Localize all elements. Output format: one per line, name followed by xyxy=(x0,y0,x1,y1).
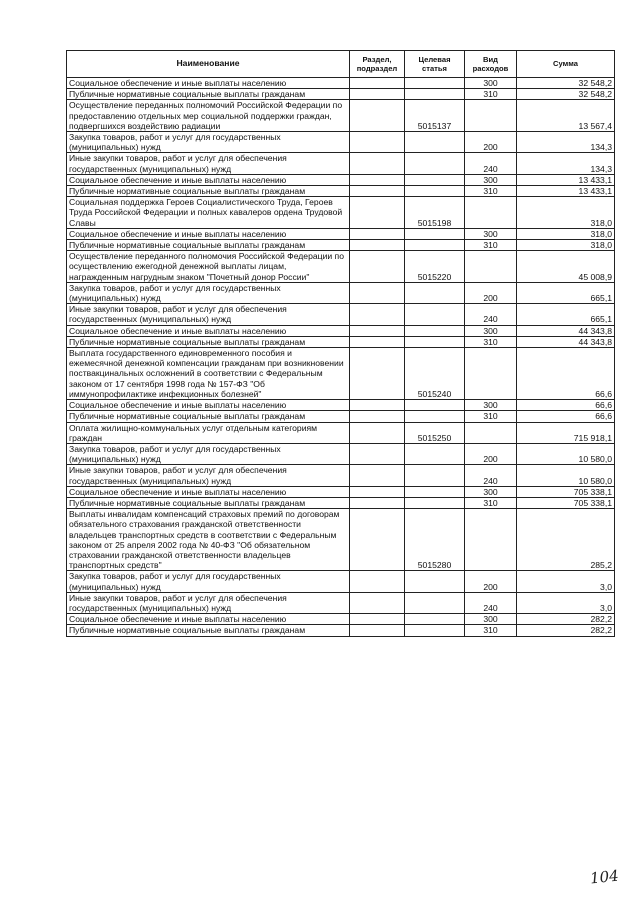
cell-section xyxy=(350,509,405,571)
cell-name: Социальное обеспечение и иные выплаты населению xyxy=(67,78,350,89)
table-row xyxy=(67,592,615,613)
cell-expense: 240 xyxy=(465,592,517,613)
cell-sum: 3,0 xyxy=(517,571,615,592)
header-sum: Сумма xyxy=(517,51,615,78)
cell-target xyxy=(405,400,465,411)
cell-section xyxy=(350,78,405,89)
header-section: Раздел, подраздел xyxy=(350,51,405,78)
cell-name: Публичные нормативные социальные выплаты гражданам xyxy=(67,411,350,422)
cell-section xyxy=(350,422,405,443)
cell-section xyxy=(350,571,405,592)
cell-expense: 300 xyxy=(465,400,517,411)
table-body xyxy=(67,78,615,637)
cell-section xyxy=(350,325,405,336)
cell-target: 5015137 xyxy=(405,100,465,132)
cell-section xyxy=(350,304,405,325)
cell-name: Публичные нормативные социальные выплаты гражданам xyxy=(67,336,350,347)
cell-target: 5015240 xyxy=(405,348,465,400)
table-row xyxy=(67,614,615,625)
cell-name: Выплаты инвалидам компенсаций страховых премий по договорам обязательного страхования гражданской ответственности владельцев транспортных средств в соответствии с Федеральным законом от 25 апреля 2002 года № 40-ФЗ "Об обязательном страховании гражданской ответственности владельцев транспортных средств" xyxy=(67,509,350,571)
cell-name: Осуществление переданного полномочия Российской Федерации по осуществлению ежегодной денежной выплаты лицам, награжденным нагрудным знаком "Почетный донор России" xyxy=(67,251,350,283)
cell-expense xyxy=(465,197,517,229)
cell-section xyxy=(350,228,405,239)
cell-target xyxy=(405,174,465,185)
cell-sum: 715 918,1 xyxy=(517,422,615,443)
cell-target xyxy=(405,336,465,347)
cell-name: Выплата государственного единовременного пособия и ежемесячной денежной компенсации гражданам при возникновении поствакцинальных осложнений в соответствии с Федеральным законом от 17 сентября 1998 года № 157-ФЗ "Об иммунопрофилактике инфекционных болезней" xyxy=(67,348,350,400)
cell-expense: 300 xyxy=(465,486,517,497)
cell-sum: 13 433,1 xyxy=(517,174,615,185)
cell-name: Публичные нормативные социальные выплаты гражданам xyxy=(67,625,350,636)
cell-section xyxy=(350,592,405,613)
cell-sum: 32 548,2 xyxy=(517,89,615,100)
cell-name: Социальное обеспечение и иные выплаты населению xyxy=(67,174,350,185)
table-row xyxy=(67,571,615,592)
table-row xyxy=(67,186,615,197)
cell-target xyxy=(405,465,465,486)
cell-section xyxy=(350,251,405,283)
cell-expense: 310 xyxy=(465,336,517,347)
cell-target xyxy=(405,614,465,625)
cell-name: Закупка товаров, работ и услуг для государственных (муниципальных) нужд xyxy=(67,282,350,303)
cell-target xyxy=(405,592,465,613)
table-row xyxy=(67,78,615,89)
cell-expense: 200 xyxy=(465,443,517,464)
cell-target xyxy=(405,228,465,239)
cell-name: Социальное обеспечение и иные выплаты населению xyxy=(67,614,350,625)
cell-name: Закупка товаров, работ и услуг для государственных (муниципальных) нужд xyxy=(67,443,350,464)
table-row xyxy=(67,100,615,132)
cell-target xyxy=(405,325,465,336)
cell-expense: 300 xyxy=(465,78,517,89)
cell-expense: 300 xyxy=(465,614,517,625)
cell-target xyxy=(405,240,465,251)
table-row xyxy=(67,348,615,400)
cell-expense: 310 xyxy=(465,186,517,197)
cell-sum: 3,0 xyxy=(517,592,615,613)
cell-target xyxy=(405,282,465,303)
cell-expense: 310 xyxy=(465,497,517,508)
cell-target: 5015198 xyxy=(405,197,465,229)
cell-target: 5015220 xyxy=(405,251,465,283)
cell-target xyxy=(405,486,465,497)
cell-name: Осуществление переданных полномочий Российской Федерации по предоставлению отдельных мер социальной поддержки граждан, подвергшихся воздействию радиации xyxy=(67,100,350,132)
cell-section xyxy=(350,89,405,100)
cell-section xyxy=(350,282,405,303)
cell-sum: 66,6 xyxy=(517,348,615,400)
cell-sum: 318,0 xyxy=(517,197,615,229)
table-row xyxy=(67,400,615,411)
cell-sum: 705 338,1 xyxy=(517,486,615,497)
cell-sum: 282,2 xyxy=(517,614,615,625)
cell-expense: 310 xyxy=(465,240,517,251)
cell-name: Социальное обеспечение и иные выплаты населению xyxy=(67,325,350,336)
cell-sum: 665,1 xyxy=(517,282,615,303)
cell-section xyxy=(350,400,405,411)
cell-name: Публичные нормативные социальные выплаты гражданам xyxy=(67,497,350,508)
cell-name: Иные закупки товаров, работ и услуг для обеспечения государственных (муниципальных) нужд xyxy=(67,592,350,613)
cell-name: Оплата жилищно-коммунальных услуг отдельным категориям граждан xyxy=(67,422,350,443)
cell-name: Публичные нормативные социальные выплаты гражданам xyxy=(67,89,350,100)
cell-name: Иные закупки товаров, работ и услуг для обеспечения государственных (муниципальных) нужд xyxy=(67,465,350,486)
cell-sum: 318,0 xyxy=(517,240,615,251)
cell-sum: 134,3 xyxy=(517,132,615,153)
cell-name: Иные закупки товаров, работ и услуг для обеспечения государственных (муниципальных) нужд xyxy=(67,304,350,325)
cell-expense: 300 xyxy=(465,174,517,185)
cell-name: Публичные нормативные социальные выплаты гражданам xyxy=(67,240,350,251)
cell-sum: 45 008,9 xyxy=(517,251,615,283)
header-name: Наименование xyxy=(67,51,350,78)
cell-expense: 310 xyxy=(465,411,517,422)
table-row xyxy=(67,411,615,422)
table-header-row xyxy=(67,51,615,78)
cell-sum: 66,6 xyxy=(517,400,615,411)
cell-section xyxy=(350,465,405,486)
cell-target xyxy=(405,497,465,508)
budget-table xyxy=(66,50,615,637)
table-row xyxy=(67,625,615,636)
table-row xyxy=(67,89,615,100)
table-row xyxy=(67,132,615,153)
cell-expense: 300 xyxy=(465,228,517,239)
cell-sum: 705 338,1 xyxy=(517,497,615,508)
cell-section xyxy=(350,443,405,464)
cell-sum: 10 580,0 xyxy=(517,443,615,464)
cell-expense: 300 xyxy=(465,325,517,336)
table-row xyxy=(67,251,615,283)
cell-target xyxy=(405,153,465,174)
cell-section xyxy=(350,614,405,625)
cell-sum: 10 580,0 xyxy=(517,465,615,486)
table-row xyxy=(67,443,615,464)
table-row xyxy=(67,153,615,174)
cell-name: Социальная поддержка Героев Социалистического Труда, Героев Труда Российской Федерации и полных кавалеров ордена Трудовой Славы xyxy=(67,197,350,229)
cell-section xyxy=(350,186,405,197)
cell-target xyxy=(405,186,465,197)
table-row xyxy=(67,486,615,497)
cell-section xyxy=(350,497,405,508)
cell-target xyxy=(405,625,465,636)
cell-section xyxy=(350,100,405,132)
cell-expense xyxy=(465,422,517,443)
cell-section xyxy=(350,486,405,497)
table-row xyxy=(67,197,615,229)
cell-expense: 310 xyxy=(465,625,517,636)
table-row xyxy=(67,174,615,185)
cell-expense xyxy=(465,251,517,283)
cell-sum: 44 343,8 xyxy=(517,325,615,336)
cell-sum: 282,2 xyxy=(517,625,615,636)
cell-expense: 240 xyxy=(465,153,517,174)
cell-name: Публичные нормативные социальные выплаты гражданам xyxy=(67,186,350,197)
cell-section xyxy=(350,411,405,422)
cell-expense xyxy=(465,509,517,571)
cell-target xyxy=(405,443,465,464)
cell-target xyxy=(405,132,465,153)
cell-section xyxy=(350,197,405,229)
cell-sum: 318,0 xyxy=(517,228,615,239)
cell-sum: 134,3 xyxy=(517,153,615,174)
table-row xyxy=(67,282,615,303)
cell-expense: 240 xyxy=(465,304,517,325)
cell-sum: 665,1 xyxy=(517,304,615,325)
table-row xyxy=(67,497,615,508)
cell-sum: 13 433,1 xyxy=(517,186,615,197)
cell-section xyxy=(350,336,405,347)
cell-section xyxy=(350,240,405,251)
table-row xyxy=(67,509,615,571)
cell-target xyxy=(405,78,465,89)
page-number: 104 xyxy=(589,866,620,888)
header-expense-type: Вид расходов xyxy=(465,51,517,78)
table-row xyxy=(67,228,615,239)
cell-target xyxy=(405,304,465,325)
cell-expense: 240 xyxy=(465,465,517,486)
cell-sum: 66,6 xyxy=(517,411,615,422)
cell-expense: 200 xyxy=(465,282,517,303)
cell-sum: 285,2 xyxy=(517,509,615,571)
cell-expense: 200 xyxy=(465,132,517,153)
cell-name: Закупка товаров, работ и услуг для государственных (муниципальных) нужд xyxy=(67,132,350,153)
table-row xyxy=(67,304,615,325)
cell-name: Иные закупки товаров, работ и услуг для обеспечения государственных (муниципальных) нужд xyxy=(67,153,350,174)
cell-sum: 44 343,8 xyxy=(517,336,615,347)
cell-name: Социальное обеспечение и иные выплаты населению xyxy=(67,228,350,239)
cell-expense: 310 xyxy=(465,89,517,100)
cell-target xyxy=(405,89,465,100)
cell-target: 5015280 xyxy=(405,509,465,571)
cell-name: Социальное обеспечение и иные выплаты населению xyxy=(67,400,350,411)
cell-name: Социальное обеспечение и иные выплаты населению xyxy=(67,486,350,497)
cell-section xyxy=(350,132,405,153)
table-row xyxy=(67,336,615,347)
cell-section xyxy=(350,174,405,185)
cell-sum: 32 548,2 xyxy=(517,78,615,89)
cell-expense: 200 xyxy=(465,571,517,592)
table-row xyxy=(67,422,615,443)
cell-target: 5015250 xyxy=(405,422,465,443)
table-row xyxy=(67,325,615,336)
table-row xyxy=(67,465,615,486)
cell-section xyxy=(350,625,405,636)
cell-section xyxy=(350,153,405,174)
cell-name: Закупка товаров, работ и услуг для государственных (муниципальных) нужд xyxy=(67,571,350,592)
cell-target xyxy=(405,411,465,422)
header-target: Целевая статья xyxy=(405,51,465,78)
cell-expense xyxy=(465,100,517,132)
cell-sum: 13 567,4 xyxy=(517,100,615,132)
cell-expense xyxy=(465,348,517,400)
table-row xyxy=(67,240,615,251)
cell-target xyxy=(405,571,465,592)
cell-section xyxy=(350,348,405,400)
